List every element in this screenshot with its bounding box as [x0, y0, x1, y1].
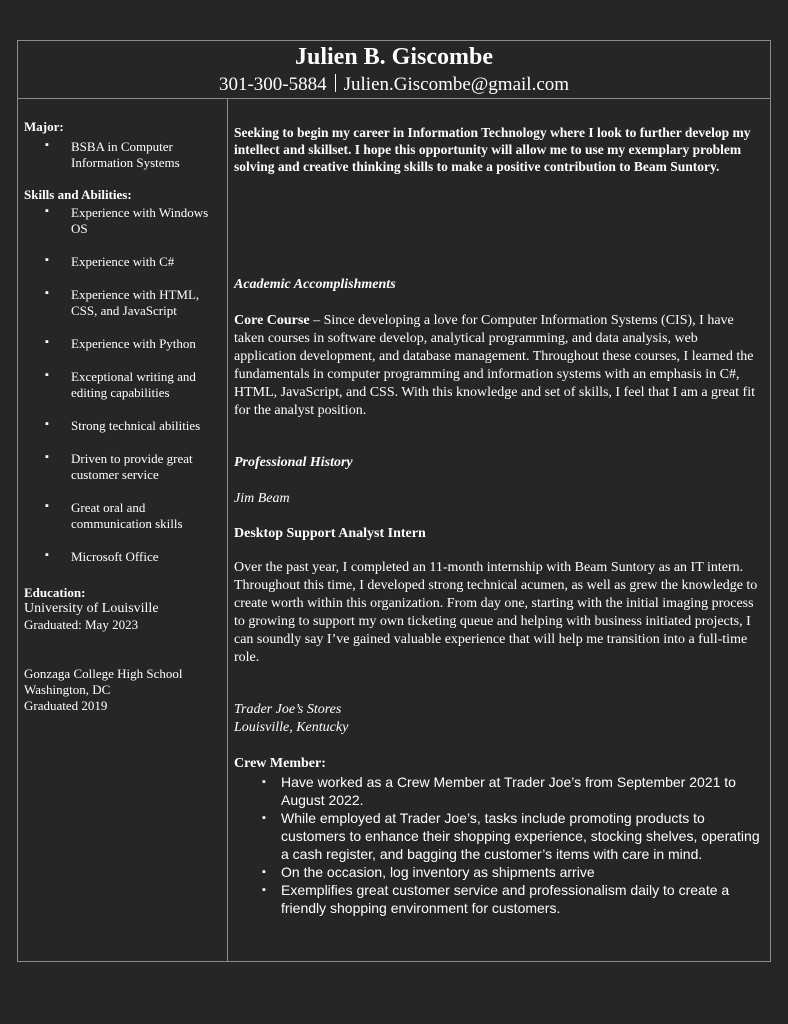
list-item: ▪ Experience with Windows OS [24, 205, 214, 237]
list-item: ▪ Have worked as a Crew Member at Trader Joe’s from September 2021 to August 2022. [234, 773, 760, 809]
objective-statement: Seeking to begin my career in Information Technology where I look to further develop my intellect and skillset. I hope this opportunity will allow me to use my exemplary problem solving and creative thinking skills to make a positive contribution to Beam Suntory. [234, 125, 751, 174]
list-item: ▪ Experience with Python [24, 336, 214, 352]
phone-number: 301-300-5884 [218, 74, 327, 95]
core-course-label: Core Course [234, 313, 310, 328]
job1-company: Jim Beam [234, 491, 290, 506]
job2-company: Trader Joe’s Stores [234, 702, 342, 717]
contact-line [18, 74, 770, 96]
academic-heading: Academic Accomplishments [234, 277, 396, 292]
major-heading: Major: [24, 119, 64, 134]
resume-header [18, 41, 770, 99]
list-item: ▪ Microsoft Office [24, 549, 214, 565]
core-course-paragraph [234, 312, 762, 420]
job1-description: Over the past year, I completed an 11-month internship with Beam Suntory as an IT intern. Throughout this time, I developed strong technical acumen, as well as grew the knowledge to create worth within this organization. From day one, starting with the initial imaging process to growing to support my own ticketing queue and helping with business initiated projects, I can soundly say I’ve gained valuable experience that will help me transition into a full-time role. [234, 560, 758, 665]
list-item: ▪ Strong technical abilities [24, 418, 214, 434]
highschool-name: Gonzaga College High School [24, 666, 183, 681]
list-item: ▪ Experience with C# [24, 254, 214, 270]
list-item: ▪ BSBA in Computer Information Systems [24, 139, 189, 171]
highschool-location: Washington, DC [24, 682, 111, 697]
job2-duties [234, 773, 760, 917]
job2-location: Louisville, Kentucky [234, 720, 349, 735]
candidate-name: Julien B. Giscombe [294, 44, 493, 70]
list-item: ▪ Experience with HTML, CSS, and JavaScript [24, 287, 214, 319]
list-item: ▪ Exceptional writing and editing capabilities [24, 369, 214, 401]
education-heading: Education: [24, 585, 86, 600]
sidebar [18, 99, 228, 961]
college-name: University of Louisville [24, 601, 159, 616]
resume-frame [17, 40, 771, 962]
list-item: ▪ Great oral and communication skills [24, 500, 214, 532]
history-heading: Professional History [234, 455, 353, 470]
email-address: Julien.Giscombe@gmail.com [343, 74, 570, 95]
college-graduation: Graduated: May 2023 [24, 617, 139, 632]
main-content [234, 99, 770, 961]
skills-heading: Skills and Abilities: [24, 187, 132, 202]
core-course-text: – Since developing a love for Computer Information Systems (CIS), I have taken courses in software develop, analytical programming, and data analysis, web application development, and database management. Throughout these courses, I learned the fundamentals in computer programming and information systems with an emphasis in C#, HTML, JavaScript, and CSS. With this knowledge and set of skills, I feel that I am a great fit for the analyst position. [234, 313, 755, 418]
list-item: ▪ Driven to provide great customer service [24, 451, 214, 483]
highschool-graduation: Graduated 2019 [24, 698, 108, 713]
list-item: ▪ While employed at Trader Joe’s, tasks include promoting products to customers to enhance their shopping experience, stocking shelves, operating a cash register, and bagging the customer’s items with care in mind. [234, 809, 760, 863]
contact-divider [335, 74, 336, 92]
major-list [24, 139, 227, 171]
list-item: ▪ On the occasion, log inventory as shipments arrive [234, 863, 760, 881]
skills-list [24, 205, 214, 565]
job2-title: Crew Member: [234, 756, 326, 771]
list-item: ▪ Exemplifies great customer service and professionalism daily to create a friendly shopping environment for customers. [234, 881, 760, 917]
job1-title: Desktop Support Analyst Intern [234, 526, 426, 541]
